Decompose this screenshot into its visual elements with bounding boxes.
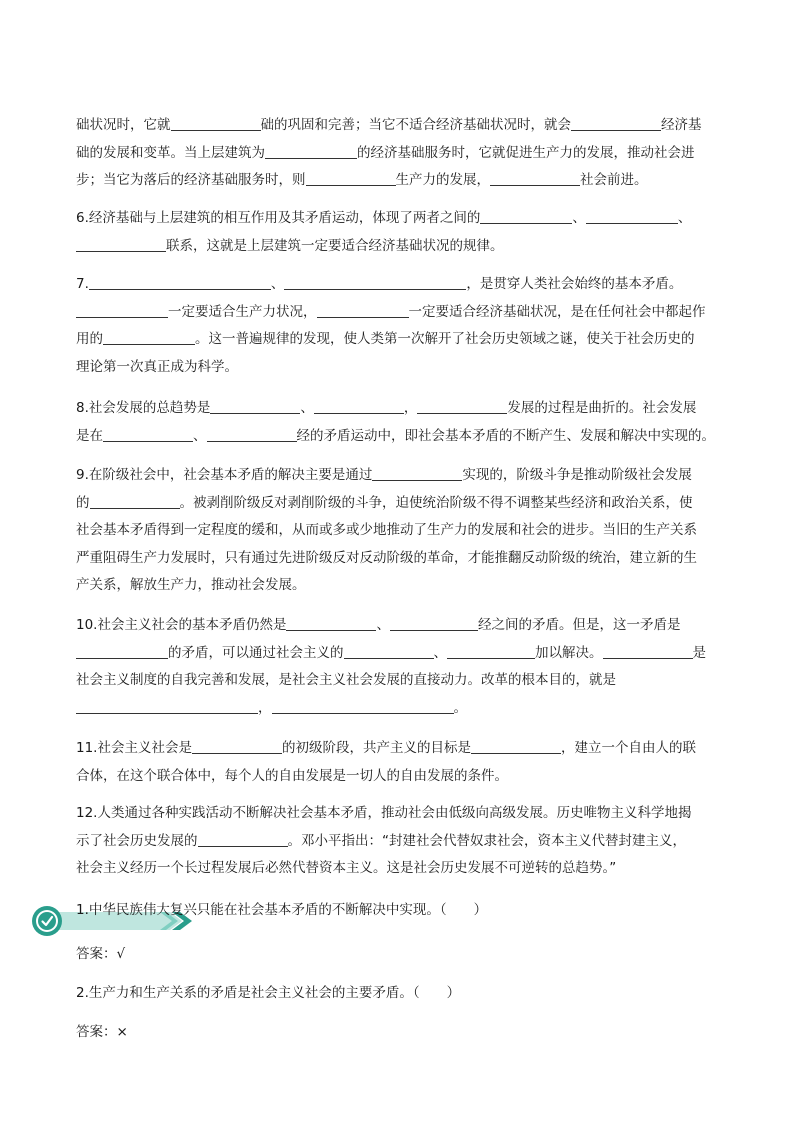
- line: [76, 572, 718, 600]
- text: 步；当它为落后的经济基础服务时，则: [76, 172, 306, 188]
- fill-blank: [586, 208, 678, 224]
- line: [76, 612, 718, 640]
- fill-blank: [317, 302, 409, 318]
- fill-blank: [603, 643, 693, 659]
- line: [76, 395, 718, 423]
- text: ，: [258, 699, 272, 716]
- line: [76, 855, 718, 883]
- line: [76, 423, 718, 451]
- text: 。被剥削阶级反对剥削阶级的斗争，迫使统治阶级不得不调整某些经济和政治关系，使: [179, 494, 693, 511]
- fill-blank: [390, 615, 478, 631]
- text: ，建立一个自由人的联: [560, 740, 696, 756]
- text: 、: [433, 644, 447, 661]
- text: 联系，这就是上层建筑一定要适合经济基础状况的规律。: [166, 237, 504, 254]
- line: [76, 828, 718, 856]
- text: 理论第一次真正成为科学。: [76, 358, 238, 375]
- text: 是在: [76, 427, 103, 444]
- text: 、: [376, 617, 390, 633]
- fill-blank: [76, 302, 168, 318]
- text: 11.社会主义社会是: [76, 740, 192, 756]
- text: 6.经济基础与上层建筑的相互作用及其矛盾运动，体现了两者之间的: [76, 210, 481, 226]
- text: 、: [677, 210, 692, 226]
- text: 经的矛盾运动中，即社会基本矛盾的不断产生、发展和解决中实现的。: [296, 427, 715, 444]
- line: [76, 640, 718, 668]
- text: ，: [403, 400, 418, 416]
- fill-blank: [76, 236, 166, 252]
- fill-blank: [171, 115, 261, 131]
- fill-blank: [344, 643, 434, 659]
- fill-blank: [286, 615, 376, 631]
- line: [76, 667, 718, 695]
- fill-blank: [372, 465, 462, 481]
- text: 8.社会发展的总趋势是: [76, 400, 211, 416]
- text: 、: [300, 400, 314, 416]
- fill-blank: [490, 170, 580, 186]
- fill-blank: [265, 143, 357, 159]
- fill-blank: [284, 274, 466, 290]
- text: 合体，在这个联合体中，每个人的自由发展是一切人的自由发展的条件。: [76, 767, 508, 784]
- line: [76, 354, 718, 382]
- fill-blank: [210, 398, 300, 414]
- line: [76, 299, 718, 327]
- fill-blank: [480, 208, 572, 224]
- text: 经济基: [661, 117, 702, 133]
- text: 经之间的矛盾。但是，这一矛盾是: [477, 617, 681, 633]
- text: 发展的过程是曲折的。社会发展: [507, 400, 697, 416]
- line: [76, 545, 718, 573]
- fill-blank: [272, 698, 454, 714]
- text: 。: [453, 699, 467, 716]
- line: [76, 800, 718, 828]
- text: 的: [76, 494, 90, 511]
- fill-blank: [89, 274, 271, 290]
- text: 生产力的发展，: [395, 172, 490, 188]
- fill-blank: [90, 493, 180, 509]
- text: 加以解决。: [535, 644, 603, 661]
- fill-blank: [207, 426, 297, 442]
- question-7: [76, 271, 718, 381]
- line: [76, 112, 718, 140]
- fill-blank: [571, 115, 661, 131]
- line: [76, 326, 718, 354]
- text: 、: [193, 427, 207, 444]
- fill-blank: [306, 170, 396, 186]
- text: 的经济基础服务时，它就促进生产力的发展，推动社会进: [357, 144, 695, 161]
- line: [76, 233, 718, 261]
- fill-blank: [103, 426, 193, 442]
- text: 严重阻碍生产力发展时，只有通过先进阶级反对反动阶级的革命，才能推翻反动阶级的统治，建立新的生: [76, 549, 697, 566]
- text: 的矛盾，可以通过社会主义的: [168, 644, 344, 661]
- paragraph-5-continuation: [76, 112, 718, 195]
- question-11: [76, 735, 718, 790]
- text: 12.人类通过各种实践活动不断解决社会基本矛盾，推动社会由低级向高级发展。历史唯物主义科学地揭: [76, 805, 692, 821]
- line: [76, 490, 718, 518]
- fill-blank: [447, 643, 535, 659]
- text: 产关系，解放生产力，推动社会发展。: [76, 577, 306, 593]
- judge-answer-1: 答案：√: [76, 946, 126, 962]
- text: 础的巩固和完善；当它不适合经济基础状况时，就会: [260, 117, 571, 133]
- fill-blank: [76, 698, 258, 714]
- text: 社会主义经历一个长过程发展后必然代替资本主义。这是社会历史发展不可逆转的总趋势。”: [76, 860, 617, 876]
- fill-blank: [471, 738, 561, 754]
- text: 7.: [76, 276, 89, 292]
- text: 。这一普遍规律的发现，使人类第一次解开了社会历史领域之谜，使关于社会历史的: [195, 331, 695, 347]
- line: [76, 205, 718, 233]
- line: [76, 462, 718, 490]
- question-6: [76, 205, 718, 260]
- text: 社会基本矛盾得到一定程度的缓和，从而或多或少地推动了生产力的发展和社会的进步。当旧的生产关系: [76, 522, 697, 538]
- text: 的初级阶段，共产主义的目标是: [281, 740, 471, 756]
- text: 9.在阶级社会中，社会基本矛盾的解决主要是通过: [76, 467, 373, 483]
- question-10: [76, 612, 718, 722]
- fill-blank: [198, 831, 288, 847]
- fill-blank: [417, 398, 507, 414]
- fill-blank: [192, 738, 282, 754]
- text: 一定要适合经济基础状况，是在任何社会中都起作: [408, 303, 706, 320]
- text: 示了社会历史发展的: [76, 832, 198, 849]
- text: 础状况时，它就: [76, 117, 171, 133]
- line: [76, 167, 718, 195]
- fill-blank: [76, 643, 168, 659]
- text: ，是贯穿人类社会始终的基本矛盾。: [466, 276, 683, 292]
- line: [76, 695, 718, 723]
- question-8: [76, 395, 718, 450]
- text: 10.社会主义社会的基本矛盾仍然是: [76, 617, 287, 633]
- judge-question-1: 1.中华民族伟大复兴只能在社会基本矛盾的不断解决中实现。（ ）: [76, 902, 488, 918]
- text: 一定要适合生产力状况，: [168, 303, 317, 320]
- text: 、: [270, 276, 285, 292]
- fill-blank: [103, 329, 195, 345]
- text: 础的发展和变革。当上层建筑为: [76, 144, 265, 161]
- text: 是: [692, 644, 706, 661]
- text: 用的: [76, 331, 103, 347]
- fill-blank: [314, 398, 404, 414]
- line: [76, 271, 718, 299]
- text: 社会前进。: [580, 172, 648, 188]
- line: [76, 735, 718, 763]
- text: 实现的，阶级斗争是推动阶级社会发展: [462, 467, 692, 483]
- judge-question-2: 2.生产力和生产关系的矛盾是社会主义社会的主要矛盾。（ ）: [76, 985, 461, 1001]
- question-9: [76, 462, 718, 600]
- text: 社会主义制度的自我完善和发展，是社会主义社会发展的直接动力。改革的根本目的，就是: [76, 672, 616, 688]
- line: [76, 763, 718, 791]
- line: [76, 517, 718, 545]
- judge-answer-2: 答案：×: [76, 1024, 128, 1040]
- text: 、: [572, 210, 586, 226]
- text: 。邓小平指出：“封建社会代替奴隶社会，资本主义代替封建主义，: [287, 832, 686, 849]
- question-12: [76, 800, 718, 883]
- line: [76, 140, 718, 168]
